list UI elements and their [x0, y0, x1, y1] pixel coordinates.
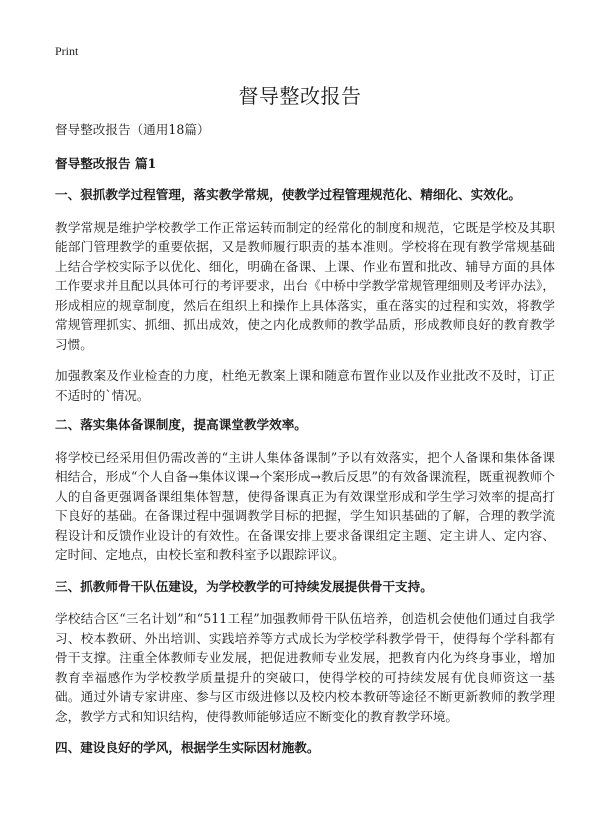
- section-heading-3: 三、抓教师骨干队伍建设，为学校教学的可持续发展提供骨干支持。: [55, 578, 433, 594]
- section-1-paragraph-2: 加强教案及作业检查的力度，杜绝无教案上课和随意布置作业以及作业批改不及时，订正不适时的`情况。: [55, 368, 555, 403]
- section-heading-1: 一、狠抓教学过程管理，落实教学常规，使教学过程管理规范化、精细化、实效化。: [55, 187, 521, 202]
- print-link[interactable]: Print: [55, 44, 79, 58]
- document-subtitle: 督导整改报告（通用18篇）: [55, 122, 210, 137]
- section-heading-4: 四、建设良好的学风，根据学生实际因材施教。: [55, 740, 320, 755]
- section-1-paragraph-1: 教学常规是维护学校教学工作正常运转而制定的经常化的制度和规范，它既是学校及其职能部门管理教学的重要依据，又是教师履行职责的基本准则。学校将在现有教学常规基础上结合学校实际予以优化、细化，明确在备课、上课、作业布置和批改、辅导方面的具体工作要求并且配以具体可行的考评要求，出台《中桥中学教学常规管理细则及考评办法》，形成相应的规章制度，然后在组织上和操作上具体落实，重在落实的过程和实效，将教学常规管理抓实、抓细、抓出成效，使之内化成教师的教学品质，形成教师良好的教育教学习惯。: [55, 219, 555, 352]
- section-3-paragraph-1: 学校结合区“三名计划”和“511工程”加强教师骨干队伍培养，创造机会使他们通过自我学习、校本教研、外出培训、实践培养等方式成长为学校学科教学骨干，使得每个学科都有骨干支撑。注重全体教师专业发展，把促进教师专业发展，把教育内化为终身事业，增加教育幸福感作为学校教学质量提升的突破口，使得学校的可持续发展有优良师资这一基础。通过外请专家讲座、参与区市级进修以及校内校本教研等途径不断更新教师的教学理念，教学方式和知识结构，使得教师能够适应不断变化的教育教学环境。: [55, 611, 555, 724]
- article-heading: 督导整改报告 篇1: [55, 155, 157, 171]
- document-title: 督导整改报告: [238, 84, 362, 108]
- section-2-paragraph-1: 将学校已经采用但仍需改善的“主讲人集体备课制”予以有效落实，把个人备课和集体备课相结合，形成“个人自备→集体议课→个案形成→教后反思”的有效备课流程，既重视教师个人的自备更强调备课组集体智慧，使得备课真正为有效课堂形成和学生学习效率的提高打下良好的基础。在备课过程中强调教学目标的把握，学生知识基础的了解，合理的教学流程设计和反馈作业设计的有效性。在备课安排上要求备课组定主题、定主讲人、定内容、定时间、定地点，由校长室和教科室予以跟踪评议。: [55, 449, 555, 562]
- section-heading-2: 二、落实集体备课制度，提高课堂教学效率。: [55, 417, 307, 432]
- document-body: [55, 120, 555, 771]
